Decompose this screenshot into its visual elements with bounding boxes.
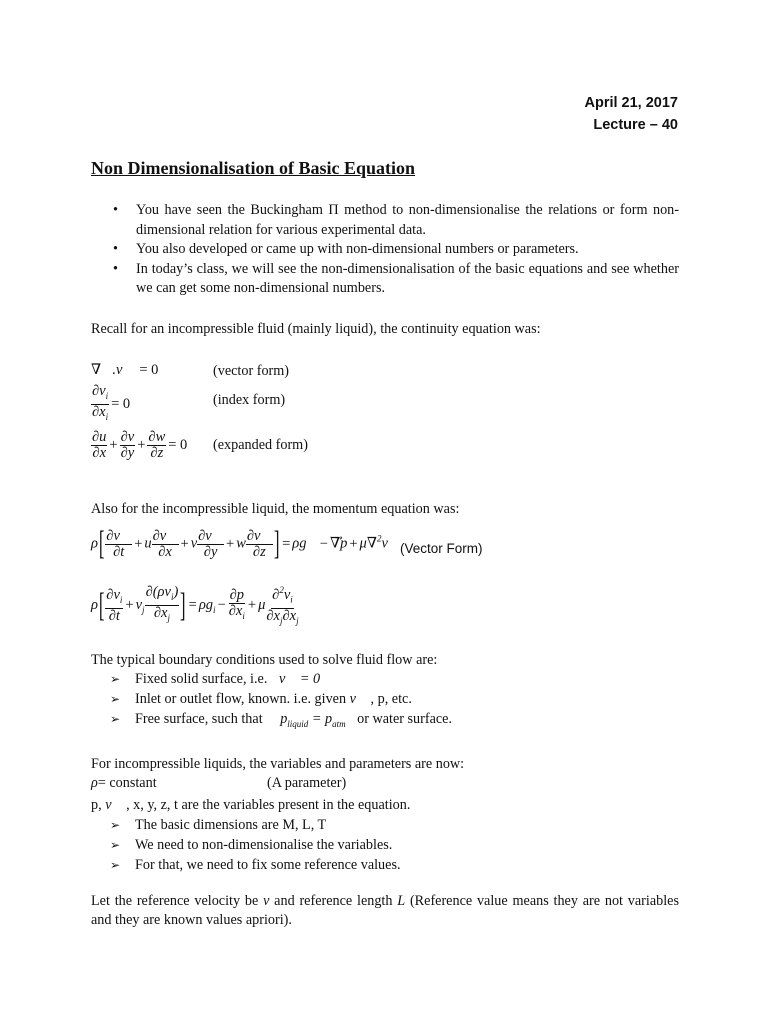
list-item [91, 201, 679, 240]
momentum-index-equation: ρ[ $\frac{\partial v_i}{\partial t}$ + $v_j$ $\frac{\partial(\rho v_i)}{\partial x_j}$ ] = $\rho g_i$ − $\frac{\partial p}{\partial x_i}$ + μ $\frac{\partial^2v_i}{\partial x_j\partial x_j}$ [91, 584, 299, 626]
reference-length-symbol: L [397, 893, 406, 909]
dimensions-text: The basic dimensions are M, L, T [135, 817, 327, 833]
bullet-text: In today’s class, we will see the non-dimensionalisation of the basic equations and see whether we can get some non-dimensional numbers. [136, 260, 679, 296]
variables-line: p, v⃗ , x, y, z, t are the variables present in the equation. [91, 797, 411, 813]
bc-free-suffix: or water surface. [357, 711, 453, 727]
bc-fixed-text: Fixed solid surface, i.e. [135, 671, 268, 687]
variables-text: , x, y, z, t are the variables present in the equation. [126, 797, 411, 813]
list-item [91, 260, 679, 299]
intro-bullet-list [91, 201, 679, 299]
dimensions-text: For that, we need to fix some reference values. [135, 857, 401, 873]
arrowhead-icon: ➢ [110, 858, 121, 872]
boundary-conditions-list [110, 669, 452, 734]
continuity-expanded-equation: $\frac{\partial u}{\partial x}$ + $\frac{\partial v}{\partial y}$ + $\frac{\partial w}{\partial z}$ = 0 [92, 429, 188, 461]
arrowhead-icon: ➢ [110, 692, 121, 706]
rho-constant-text: = constant [97, 775, 157, 791]
list-item [91, 240, 679, 260]
closing-text-c: (Reference value means they are not variables and they are known values apriori). [91, 893, 679, 928]
list-item: ➢ Inlet or outlet flow, known. i.e. given v⃗ , p, etc. [110, 691, 412, 707]
list-item [110, 815, 401, 835]
arrowhead-icon: ➢ [110, 672, 121, 686]
reference-velocity-symbol: v [263, 893, 270, 909]
continuity-index-label: (index form) [213, 392, 286, 408]
arrowhead-icon: ➢ [110, 838, 121, 852]
momentum-intro: Also for the incompressible liquid, the momentum equation was: [91, 501, 460, 517]
list-item: ➢ Fixed solid surface, i.e. v⃗ = 0 [110, 671, 321, 687]
arrowhead-icon: ➢ [110, 712, 121, 726]
lecture-date: April 21, 2017 [584, 95, 678, 111]
continuity-intro: Recall for an incompressible fluid (mainly liquid), the continuity equation was: [91, 321, 541, 337]
list-item [110, 835, 401, 855]
closing-text-a: Let the reference velocity be [91, 893, 259, 909]
variables-prefix: p, [91, 797, 102, 813]
continuity-index-equation: $\frac{\partial v_i}{\partial x_i}$ = 0 [92, 383, 131, 422]
lecture-number: Lecture – 40 [593, 117, 678, 133]
dimensions-list [110, 815, 401, 875]
closing-text-b: and reference length [274, 893, 393, 909]
arrowhead-icon: ➢ [110, 818, 121, 832]
bullet-text: You have seen the Buckingham Π method to non-dimensionalise the relations or form non-dimensional relation for various experimental data. [136, 202, 679, 238]
continuity-vector-label: (vector form) [213, 363, 290, 379]
variables-intro: For incompressible liquids, the variables and parameters are now: [91, 756, 465, 772]
bullet-icon: • [113, 241, 118, 257]
bc-inlet-suffix: , p, etc. [370, 691, 412, 707]
rho-parameter-note: (A parameter) [267, 775, 347, 791]
section-title: Non Dimensionalisation of Basic Equation [91, 158, 416, 178]
dimensions-text: We need to non-dimensionalise the variables. [135, 837, 393, 853]
momentum-vector-label: (Vector Form) [400, 541, 483, 556]
rho-constant-line: ρ= constant (A parameter) [91, 775, 347, 791]
bc-free-text: Free surface, such that [135, 711, 263, 727]
continuity-vector-equation: ∇⃗.v⃗ = 0 [91, 362, 159, 379]
bullet-icon: • [113, 260, 118, 277]
continuity-expanded-label: (expanded form) [213, 437, 308, 453]
bc-inlet-text: Inlet or outlet flow, known. i.e. given [135, 691, 347, 707]
list-item [110, 855, 401, 875]
list-item: ➢ Free surface, such that $p_{liquid} = p_{atm}$ or water surface. [110, 711, 453, 729]
bullet-icon: • [113, 202, 118, 218]
boundary-conditions-intro: The typical boundary conditions used to solve fluid flow are: [91, 652, 438, 668]
bullet-text: You also developed or came up with non-dimensional numbers or parameters. [136, 241, 579, 257]
closing-paragraph [91, 892, 679, 930]
momentum-vector-equation: ρ[ $\frac{\partial v⃗}{\partial t}$ + u $\frac{\partial v⃗}{\partial x}$ + v $\frac{\partial v⃗}{\partial y}$ + w $\frac{\partial v⃗}{\partial z}$ ] = ρg⃗ − ∇⃗p + μ∇$^2$v⃗ [91, 525, 400, 562]
